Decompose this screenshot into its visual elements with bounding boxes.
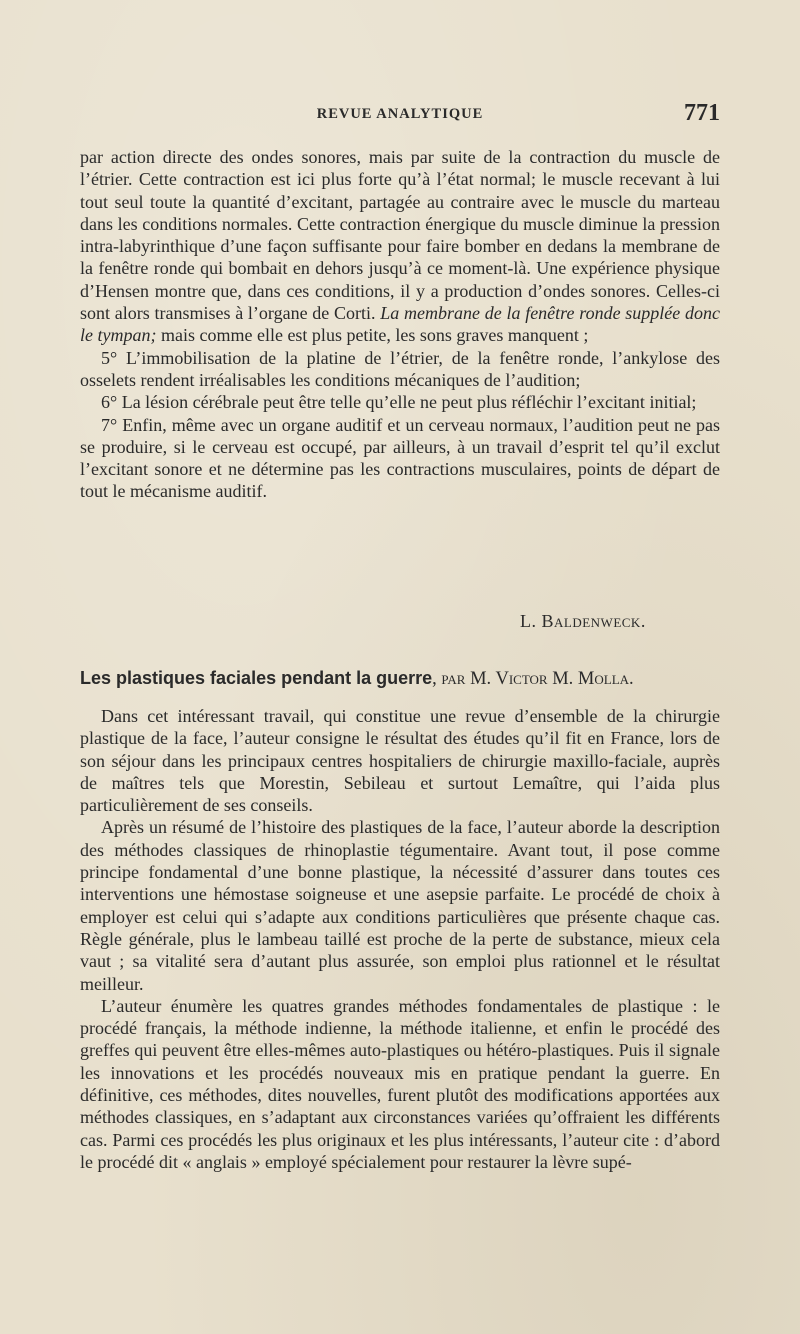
article-byline: , par M. Victor M. Molla. (432, 669, 634, 689)
paragraph: 7° Enfin, même avec un organe auditif et un cerveau normaux, l’audition peut ne pas se produire, si le cerveau est occupé, par ailleurs, à un travail d’esprit tel qu’il exclut l’excitant sonore et ne détermine pas les contractions musculaires, points de départ de tout le mécanisme auditif. (80, 414, 720, 502)
italic-text: La membrane de la fenêtre ronde supplée donc le tympan; (80, 303, 721, 346)
running-title: REVUE ANALYTIQUE (316, 106, 484, 122)
running-header (80, 100, 720, 128)
paragraph: Après un résumé de l’histoire des plastiques de la face, l’auteur aborde la description des méthodes classiques de rhinoplastie tégumentaire. Avant tout, il pose comme principe fondamental d’une bonne plastique, la nécessité d’assurer dans toutes ces interventions une hémostase soigneuse et une asepsie parfaite. Le procédé de choix à employer est celui qui s’adapte aux conditions particulières que présente chaque cas. Règle générale, plus le lambeau taillé est proche de la perte de substance, mieux cela vaut ; sa vitalité sera d’autant plus assurée, son emploi plus rationnel et le résultat meilleur. (80, 817, 720, 994)
paragraph-text: par action directe des ondes sonores, mais par suite de la contraction du muscle de l’étrier. Cette contraction est ici plus forte qu’à l’état normal; le muscle recevant à lui tout seul toute la quantité d’excitant, partagée au contraire avec le muscle du marteau dans les conditions normales. Cette contraction énergique du muscle diminue la pression intra-labyrinthique d’une façon suffisante pour faire bomber en dedans la membrane de la fenêtre ronde qui bombait en dehors jusqu’à ce moment-là. Une expérience physique d’Hensen montre que, dans ces conditions, il y a production d’ondes sonores. Celles-ci sont alors transmises à l’organe de Corti. (80, 147, 720, 324)
paragraph-text: mais comme elle est plus petite, les sons graves manquent ; (156, 325, 589, 346)
paragraph: 6° La lésion cérébrale peut être telle qu’elle ne peut plus réfléchir l’excitant initial; (101, 392, 697, 413)
first-article-body (80, 146, 720, 503)
paragraph (80, 146, 720, 347)
author-signature: L. Baldenweck. (520, 611, 646, 631)
second-article-body (80, 705, 720, 1173)
page-number: 771 (684, 100, 720, 126)
article-heading (80, 668, 720, 690)
article-title: Les plastiques faciales pendant la guerre (80, 668, 433, 688)
paragraph: Dans cet intéressant travail, qui constitue une revue d’ensemble de la chirurgie plastique de la face, l’auteur consigne le résultat des études qu’il fit en France, lors de son séjour dans les principaux centres hospitaliers de chirurgie maxillo-faciale, auprès de maîtres tels que Morestin, Sebileau et surtout Lemaître, qui l’aida plus particulièrement de ses conseils. (80, 706, 720, 816)
paragraph: 5° L’immobilisation de la platine de l’étrier, de la fenêtre ronde, l’ankylose des osselets rendent irréalisables les conditions mécaniques de l’audition; (80, 347, 720, 390)
paragraph: L’auteur énumère les quatres grandes méthodes fondamentales de plastique : le procédé français, la méthode indienne, la méthode italienne, et enfin le procédé des greffes qui peuvent être elles-mêmes auto-plastiques ou hétéro-plastiques. Puis il signale les innovations et les procédés nouveaux mis en pratique pendant la guerre. En définitive, ces méthodes, dites nouvelles, furent plutôt des modifications apportées aux méthodes classiques, en s’adaptant aux circonstances variées qu’offraient les différents cas. Parmi ces procédés les plus originaux et les plus intéressants, l’auteur cite : d’abord le procédé dit « anglais » employé spécialement pour restaurer la lèvre supé- (80, 995, 720, 1172)
